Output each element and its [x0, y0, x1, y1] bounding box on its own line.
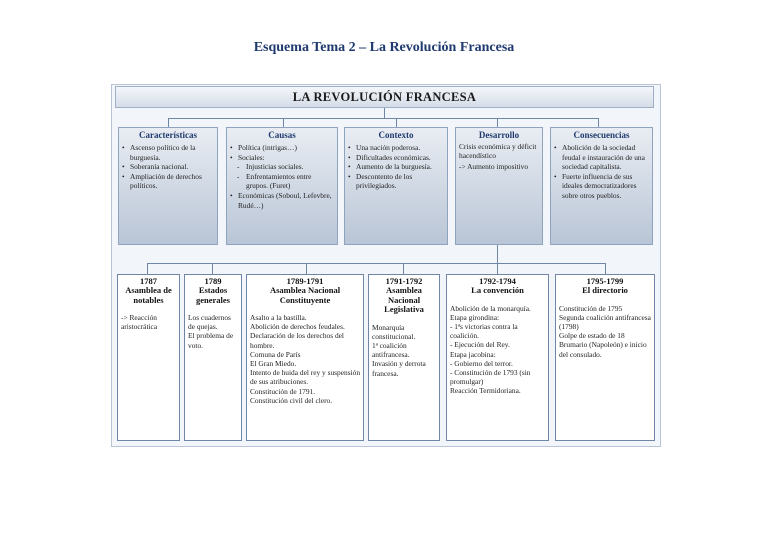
list-item: - Injusticias sociales. [237, 162, 304, 172]
connector-root-trunk [384, 108, 385, 118]
category-heading: Contexto [378, 130, 414, 140]
stage-line: Constitución de 1795 [559, 303, 623, 313]
connector-bottom-bus [147, 263, 605, 264]
category-heading: Causas [268, 130, 296, 140]
stage-line: Los cuadernos de quejas. [188, 313, 231, 332]
paragraph: -> Aumento impositivo [459, 161, 529, 171]
list-item: • Fuerte influencia de sus ideales democratizadores sobre otros pueblos. [554, 171, 637, 200]
category-contexto [344, 127, 448, 245]
stage-line: 1ª coalición antifrancesa. [372, 340, 410, 360]
connector-bottom-6 [605, 263, 606, 274]
connector-bottom-1 [147, 263, 148, 274]
stage-line: Abolición de la monarquía. [450, 303, 531, 313]
connector-bottom-5 [497, 263, 498, 274]
connector-desarrollo-trunk [497, 245, 498, 264]
list-item: • Soberanía nacional. [122, 162, 189, 172]
stage-line: Asalto a la bastilla. [250, 313, 307, 322]
stage-line: Abolición de derechos feudales. [250, 322, 345, 332]
stage-line: -> Reacción aristocrática [121, 313, 158, 332]
category-desarrollo [455, 127, 543, 245]
stage-line: Etapa girondina: [450, 312, 500, 322]
stage-line: El problema de voto. [188, 331, 234, 350]
stage-line: Etapa jacobina: [450, 349, 496, 359]
stage-1791-1792 [368, 274, 440, 441]
stage-line: Segunda coalición antifrancesa (1798) [559, 312, 651, 331]
stage-1789 [184, 274, 242, 441]
stage-line: Golpe de estado de 18 Brumario (Napoleón) e inicio del consulado. [559, 331, 647, 359]
stage-1789-1791 [246, 274, 364, 441]
category-heading: Características [139, 130, 197, 140]
list-item: • Ascenso político de la burguesía. [122, 143, 196, 162]
root-node: LA REVOLUCIÓN FRANCESA [115, 86, 654, 108]
stage-years: 1792-1794 [479, 276, 516, 286]
stage-years: 1795-1799 [586, 276, 624, 286]
stage-line: Constitución de 1791. [250, 386, 316, 396]
document-title: Esquema Tema 2 – La Revolución Francesa [253, 40, 515, 55]
stage-name: Estados generales [196, 285, 230, 305]
category-causas [226, 127, 338, 245]
stage-name: Asamblea de notables [125, 285, 172, 305]
list-item: - Enfrentamientos entre grupos. (Furet) [237, 171, 312, 191]
connector-top-4 [497, 118, 498, 127]
category-heading: Consecuencias [573, 130, 630, 140]
stage-1792-1794 [446, 274, 549, 441]
category-heading: Desarrollo [478, 130, 520, 140]
stage-line: - Gobierno del terror. [450, 358, 513, 368]
connector-bottom-3 [306, 263, 307, 274]
connector-top-5 [598, 118, 599, 127]
connector-bottom-2 [212, 263, 213, 274]
stage-years: 1789-1791 [286, 276, 324, 286]
connector-top-bus [168, 118, 598, 119]
list-item: • Aumento de la burguesía. [348, 162, 432, 172]
stage-line: Monarquía constitucional. [372, 322, 416, 341]
list-item: • Sociales: [230, 152, 265, 162]
connector-top-1 [168, 118, 169, 127]
stage-line: Invasión y derrota francesa. [372, 359, 426, 378]
list-item: • Económicas (Soboul, Lefevbre, Rudé…) [230, 190, 332, 210]
stage-years: 1789 [204, 276, 222, 286]
connector-top-3 [396, 118, 397, 127]
stage-line: Constitución civil del clero. [250, 395, 333, 405]
stage-line: Reacción Termidoriana. [450, 386, 521, 396]
stage-line: Declaración de los derechos del hombre. [250, 331, 344, 350]
list-item: • Política (intrigas…) [230, 143, 297, 152]
list-item: • Ampliación de derechos políticos. [122, 171, 202, 191]
list-item: • Abolición de la sociedad feudal e instauración de una sociedad capitalista. [554, 143, 645, 172]
stage-line: - Constitución de 1793 (sin promulgar) [450, 367, 531, 387]
stage-line: Intento de huida del rey y suspensión de sus atribuciones. [250, 368, 361, 387]
category-caracteristicas [118, 127, 218, 245]
stage-years: 1791-1792 [385, 276, 423, 286]
list-item: • Descontento de los privilegiados. [348, 171, 413, 191]
paragraph: Crisis económica y déficit hacendístico [459, 142, 537, 161]
connector-top-2 [283, 118, 284, 127]
connector-bottom-4 [403, 263, 404, 274]
list-item: • Dificultades económicas. [348, 152, 431, 162]
stage-line: Comuna de París [250, 349, 301, 359]
category-consecuencias [550, 127, 653, 245]
stage-line: El Gran Miedo. [250, 359, 297, 369]
stage-1795-1799 [555, 274, 655, 441]
stage-1787 [117, 274, 180, 441]
stage-name: Asamblea Nacional Legislativa [384, 285, 424, 314]
stage-name: El directorio [582, 285, 628, 295]
stage-name: Asamblea Nacional Constituyente [269, 285, 341, 305]
stage-line: - 1ªs victorias contra la coalición. [450, 321, 518, 341]
stage-years: 1787 [140, 276, 157, 286]
stage-name: La convención [471, 285, 524, 295]
list-item: • Una nación poderosa. [348, 143, 421, 152]
stage-line: - Ejecución del Rey. [450, 340, 510, 350]
